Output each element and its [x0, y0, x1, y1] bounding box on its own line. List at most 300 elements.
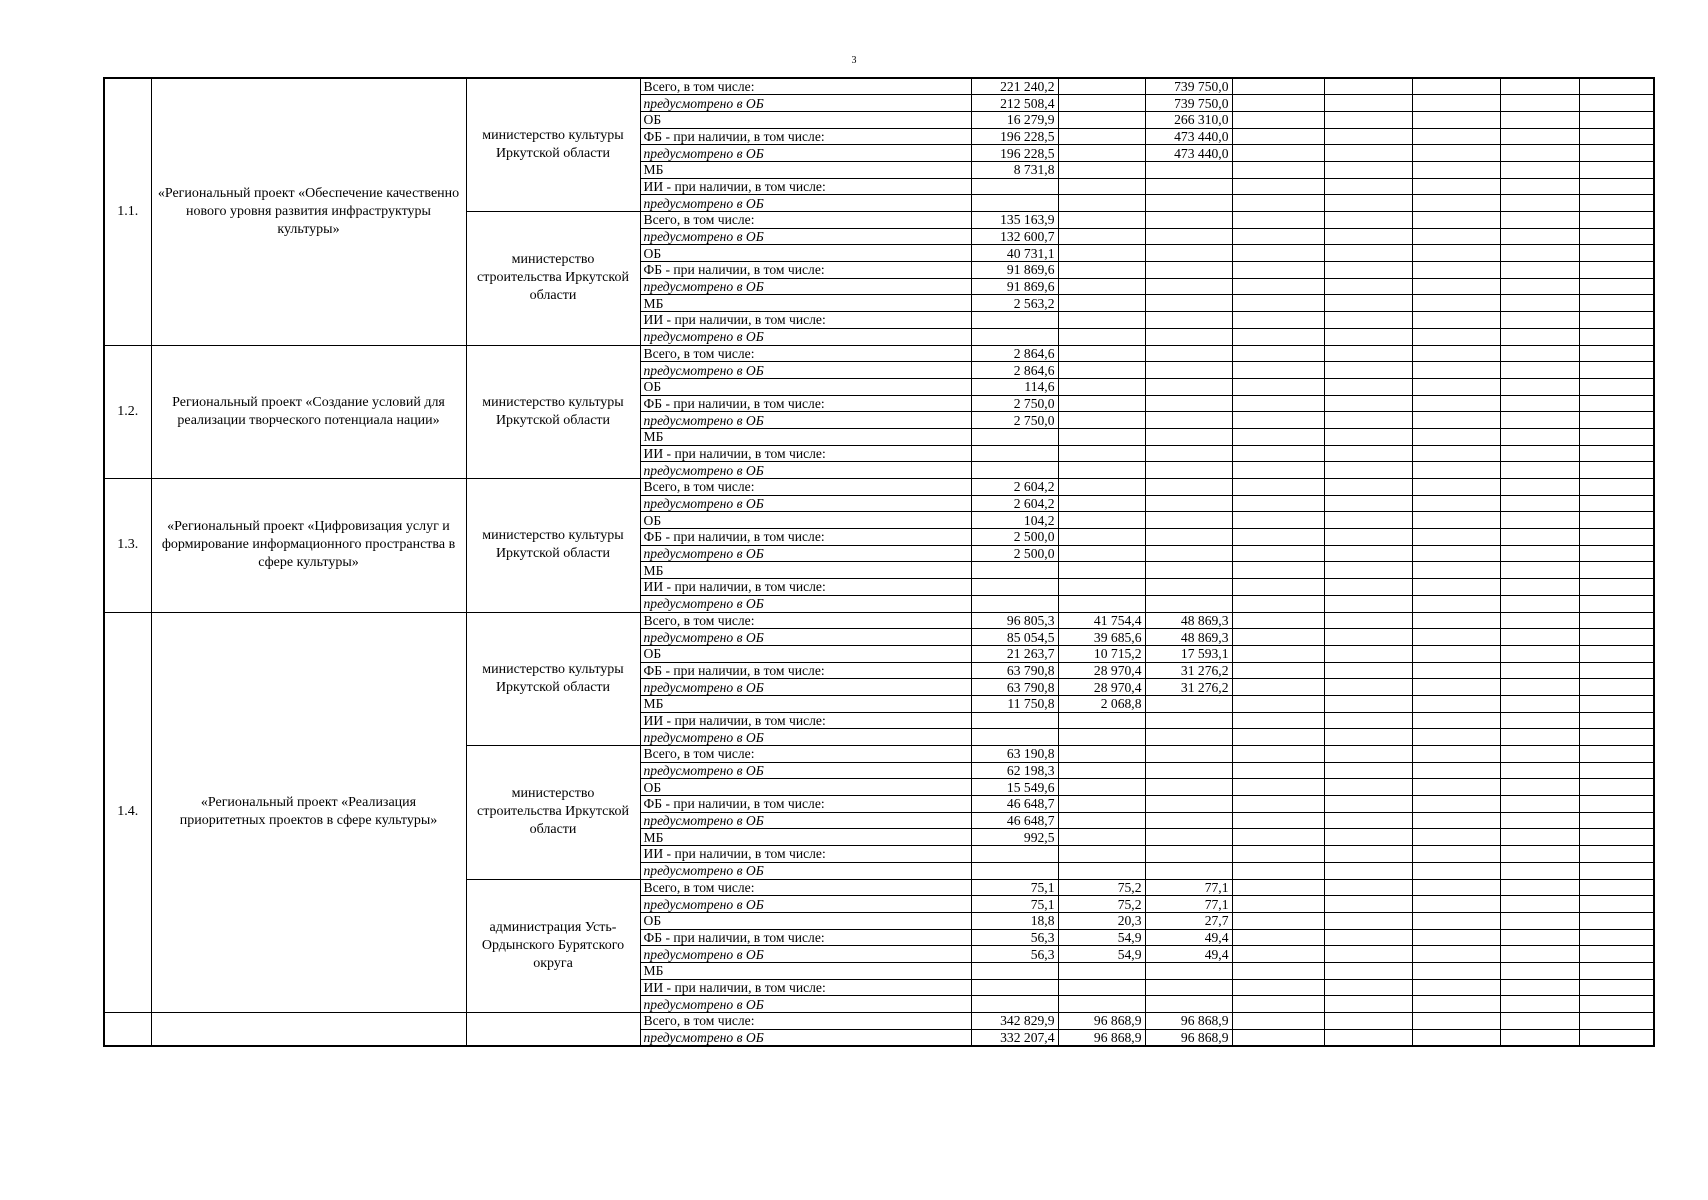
- value-cell: [1412, 512, 1500, 529]
- executor-name: министерство культуры Иркутской области: [466, 479, 640, 613]
- value-cell: [1412, 729, 1500, 746]
- value-cell: [1058, 545, 1145, 562]
- value-cell: [1145, 395, 1232, 412]
- value-cell: [1232, 428, 1324, 445]
- value-cell: [1232, 95, 1324, 112]
- value-cell: [1500, 695, 1579, 712]
- value-cell: [1412, 846, 1500, 863]
- value-cell: 63 190,8: [971, 746, 1058, 763]
- row-label: ОБ: [640, 512, 971, 529]
- value-cell: [1058, 996, 1145, 1013]
- value-cell: [1324, 846, 1412, 863]
- value-cell: 40 731,1: [971, 245, 1058, 262]
- value-cell: [1324, 929, 1412, 946]
- value-cell: 15 549,6: [971, 779, 1058, 796]
- value-cell: [1058, 428, 1145, 445]
- budget-table-body: [104, 78, 1654, 1046]
- value-cell: [1579, 879, 1654, 896]
- value-cell: [1232, 695, 1324, 712]
- value-cell: [1579, 729, 1654, 746]
- row-label: предусмотрено в ОБ: [640, 812, 971, 829]
- value-cell: [1579, 979, 1654, 996]
- value-cell: [1058, 862, 1145, 879]
- value-cell: [971, 595, 1058, 612]
- value-cell: [1412, 312, 1500, 329]
- value-cell: [1579, 712, 1654, 729]
- row-label: ОБ: [640, 912, 971, 929]
- value-cell: [1579, 428, 1654, 445]
- value-cell: [1232, 779, 1324, 796]
- value-cell: 2 068,8: [1058, 695, 1145, 712]
- value-cell: [1232, 812, 1324, 829]
- value-cell: [1500, 829, 1579, 846]
- value-cell: [1324, 862, 1412, 879]
- value-cell: 49,4: [1145, 946, 1232, 963]
- row-label: Всего, в том числе:: [640, 879, 971, 896]
- value-cell: [1232, 979, 1324, 996]
- value-cell: [971, 328, 1058, 345]
- value-cell: [1324, 779, 1412, 796]
- value-cell: [1500, 579, 1579, 596]
- row-label: ОБ: [640, 245, 971, 262]
- value-cell: [1412, 996, 1500, 1013]
- value-cell: [1579, 212, 1654, 229]
- value-cell: 2 864,6: [971, 362, 1058, 379]
- value-cell: [1232, 462, 1324, 479]
- value-cell: [1412, 829, 1500, 846]
- value-cell: 28 970,4: [1058, 679, 1145, 696]
- value-cell: 8 731,8: [971, 161, 1058, 178]
- value-cell: [1145, 278, 1232, 295]
- value-cell: [1579, 662, 1654, 679]
- value-cell: 221 240,2: [971, 78, 1058, 95]
- value-cell: 31 276,2: [1145, 662, 1232, 679]
- value-cell: [1412, 545, 1500, 562]
- value-cell: [1232, 862, 1324, 879]
- value-cell: [1145, 979, 1232, 996]
- value-cell: [1500, 729, 1579, 746]
- value-cell: [1500, 161, 1579, 178]
- value-cell: [1232, 395, 1324, 412]
- value-cell: 54,9: [1058, 929, 1145, 946]
- value-cell: 46 648,7: [971, 812, 1058, 829]
- value-cell: [1579, 228, 1654, 245]
- value-cell: [1500, 428, 1579, 445]
- value-cell: [1145, 462, 1232, 479]
- value-cell: 96 868,9: [1145, 1029, 1232, 1046]
- row-label: МБ: [640, 295, 971, 312]
- value-cell: [1232, 328, 1324, 345]
- totals-code: [104, 1013, 151, 1046]
- value-cell: 48 869,3: [1145, 612, 1232, 629]
- row-label: предусмотрено в ОБ: [640, 462, 971, 479]
- executor-name: администрация Усть-Ордынского Бурятского округа: [466, 879, 640, 1013]
- totals-name: [151, 1013, 466, 1046]
- value-cell: [1579, 1029, 1654, 1046]
- row-label: МБ: [640, 428, 971, 445]
- value-cell: [1145, 195, 1232, 212]
- value-cell: [1232, 195, 1324, 212]
- value-cell: [1058, 529, 1145, 546]
- value-cell: [1324, 746, 1412, 763]
- value-cell: [1232, 145, 1324, 162]
- value-cell: 11 750,8: [971, 695, 1058, 712]
- value-cell: [1232, 679, 1324, 696]
- value-cell: [1145, 445, 1232, 462]
- executor-name: министерство строительства Иркутской области: [466, 746, 640, 880]
- value-cell: [1412, 796, 1500, 813]
- value-cell: 56,3: [971, 929, 1058, 946]
- value-cell: [1324, 595, 1412, 612]
- row-label: Всего, в том числе:: [640, 212, 971, 229]
- value-cell: [1579, 95, 1654, 112]
- value-cell: [1145, 996, 1232, 1013]
- value-cell: [1579, 946, 1654, 963]
- value-cell: [1500, 595, 1579, 612]
- row-label: ОБ: [640, 378, 971, 395]
- value-cell: 132 600,7: [971, 228, 1058, 245]
- row-label: ФБ - при наличии, в том числе:: [640, 529, 971, 546]
- value-cell: [1058, 712, 1145, 729]
- row-label: Всего, в том числе:: [640, 612, 971, 629]
- value-cell: 21 263,7: [971, 645, 1058, 662]
- value-cell: [1579, 746, 1654, 763]
- value-cell: [1579, 479, 1654, 496]
- value-cell: [1412, 362, 1500, 379]
- row-label: МБ: [640, 829, 971, 846]
- value-cell: [1145, 228, 1232, 245]
- value-cell: [1412, 345, 1500, 362]
- value-cell: [1412, 679, 1500, 696]
- value-cell: [1579, 195, 1654, 212]
- value-cell: [1232, 595, 1324, 612]
- value-cell: [1145, 862, 1232, 879]
- row-label: предусмотрено в ОБ: [640, 328, 971, 345]
- value-cell: [1579, 295, 1654, 312]
- value-cell: [1058, 779, 1145, 796]
- value-cell: [1145, 779, 1232, 796]
- row-label: ИИ - при наличии, в том числе:: [640, 178, 971, 195]
- row-label: предусмотрено в ОБ: [640, 412, 971, 429]
- value-cell: [1324, 1013, 1412, 1030]
- value-cell: 114,6: [971, 378, 1058, 395]
- executor-name: министерство культуры Иркутской области: [466, 345, 640, 479]
- value-cell: [1324, 362, 1412, 379]
- value-cell: [1412, 779, 1500, 796]
- value-cell: 48 869,3: [1145, 629, 1232, 646]
- value-cell: 2 500,0: [971, 529, 1058, 546]
- value-cell: [1500, 512, 1579, 529]
- value-cell: [1232, 712, 1324, 729]
- value-cell: 20,3: [1058, 912, 1145, 929]
- value-cell: [1058, 762, 1145, 779]
- value-cell: [1324, 212, 1412, 229]
- value-cell: [971, 846, 1058, 863]
- value-cell: [1579, 111, 1654, 128]
- project-code: 1.2.: [104, 345, 151, 479]
- value-cell: [1145, 178, 1232, 195]
- value-cell: [1058, 95, 1145, 112]
- row-label: предусмотрено в ОБ: [640, 946, 971, 963]
- value-cell: [1058, 378, 1145, 395]
- value-cell: [1500, 145, 1579, 162]
- value-cell: 104,2: [971, 512, 1058, 529]
- value-cell: [1324, 729, 1412, 746]
- row-label: предусмотрено в ОБ: [640, 228, 971, 245]
- row-label: ИИ - при наличии, в том числе:: [640, 312, 971, 329]
- value-cell: [1324, 412, 1412, 429]
- value-cell: [971, 979, 1058, 996]
- value-cell: 96 868,9: [1145, 1013, 1232, 1030]
- value-cell: [1145, 479, 1232, 496]
- value-cell: [1324, 278, 1412, 295]
- value-cell: [1579, 312, 1654, 329]
- value-cell: [1500, 95, 1579, 112]
- value-cell: [1324, 128, 1412, 145]
- value-cell: [971, 312, 1058, 329]
- value-cell: [1145, 729, 1232, 746]
- value-cell: 56,3: [971, 946, 1058, 963]
- value-cell: [1579, 128, 1654, 145]
- row-label: ОБ: [640, 645, 971, 662]
- row-label: ОБ: [640, 779, 971, 796]
- value-cell: [1145, 812, 1232, 829]
- value-cell: [1324, 879, 1412, 896]
- value-cell: 342 829,9: [971, 1013, 1058, 1030]
- value-cell: [971, 862, 1058, 879]
- row-label: МБ: [640, 695, 971, 712]
- value-cell: [1579, 579, 1654, 596]
- value-cell: [1145, 562, 1232, 579]
- value-cell: [1232, 128, 1324, 145]
- value-cell: [1232, 262, 1324, 279]
- value-cell: [1145, 412, 1232, 429]
- value-cell: [1145, 545, 1232, 562]
- value-cell: [1324, 378, 1412, 395]
- value-cell: [1500, 1029, 1579, 1046]
- value-cell: [1145, 345, 1232, 362]
- value-cell: [1232, 579, 1324, 596]
- value-cell: [1058, 362, 1145, 379]
- value-cell: [1232, 762, 1324, 779]
- value-cell: 2 604,2: [971, 495, 1058, 512]
- value-cell: [1232, 746, 1324, 763]
- row-label: ИИ - при наличии, в том числе:: [640, 979, 971, 996]
- table-row: [104, 78, 1654, 95]
- value-cell: [1500, 946, 1579, 963]
- value-cell: 63 790,8: [971, 679, 1058, 696]
- value-cell: [1232, 645, 1324, 662]
- value-cell: [1324, 912, 1412, 929]
- value-cell: [1579, 161, 1654, 178]
- row-label: ФБ - при наличии, в том числе:: [640, 662, 971, 679]
- value-cell: [1145, 846, 1232, 863]
- value-cell: 992,5: [971, 829, 1058, 846]
- row-label: предусмотрено в ОБ: [640, 278, 971, 295]
- value-cell: [1324, 762, 1412, 779]
- value-cell: [1058, 212, 1145, 229]
- value-cell: [1232, 228, 1324, 245]
- value-cell: [1500, 879, 1579, 896]
- value-cell: [1058, 979, 1145, 996]
- row-label: ФБ - при наличии, в том числе:: [640, 929, 971, 946]
- value-cell: [1500, 529, 1579, 546]
- value-cell: [1500, 128, 1579, 145]
- value-cell: [1232, 946, 1324, 963]
- value-cell: [1232, 962, 1324, 979]
- value-cell: [971, 445, 1058, 462]
- value-cell: [1500, 295, 1579, 312]
- value-cell: [1058, 962, 1145, 979]
- value-cell: [1324, 996, 1412, 1013]
- value-cell: [971, 562, 1058, 579]
- value-cell: [1579, 1013, 1654, 1030]
- value-cell: [1500, 912, 1579, 929]
- value-cell: [1232, 545, 1324, 562]
- value-cell: [1500, 746, 1579, 763]
- value-cell: [1232, 896, 1324, 913]
- value-cell: [1500, 662, 1579, 679]
- value-cell: [1145, 762, 1232, 779]
- value-cell: [1324, 462, 1412, 479]
- totals-row: [104, 1013, 1654, 1030]
- row-label: предусмотрено в ОБ: [640, 545, 971, 562]
- value-cell: [1232, 512, 1324, 529]
- value-cell: [1058, 445, 1145, 462]
- row-label: Всего, в том числе:: [640, 78, 971, 95]
- value-cell: [1412, 579, 1500, 596]
- row-label: предусмотрено в ОБ: [640, 495, 971, 512]
- value-cell: [1579, 395, 1654, 412]
- row-label: предусмотрено в ОБ: [640, 195, 971, 212]
- row-label: Всего, в том числе:: [640, 746, 971, 763]
- value-cell: 39 685,6: [1058, 629, 1145, 646]
- value-cell: [1058, 746, 1145, 763]
- value-cell: [1579, 562, 1654, 579]
- value-cell: [1579, 512, 1654, 529]
- value-cell: 196 228,5: [971, 128, 1058, 145]
- value-cell: [1500, 78, 1579, 95]
- value-cell: [1324, 962, 1412, 979]
- value-cell: [1324, 479, 1412, 496]
- value-cell: [1232, 662, 1324, 679]
- value-cell: [1324, 612, 1412, 629]
- value-cell: [1412, 612, 1500, 629]
- value-cell: [1232, 879, 1324, 896]
- value-cell: [1058, 228, 1145, 245]
- value-cell: [1232, 996, 1324, 1013]
- value-cell: [1324, 562, 1412, 579]
- value-cell: [1500, 862, 1579, 879]
- value-cell: [1412, 595, 1500, 612]
- value-cell: [1324, 495, 1412, 512]
- value-cell: [1058, 462, 1145, 479]
- row-label: МБ: [640, 962, 971, 979]
- table-row: [104, 612, 1654, 629]
- value-cell: [1324, 579, 1412, 596]
- value-cell: [1500, 979, 1579, 996]
- value-cell: 332 207,4: [971, 1029, 1058, 1046]
- value-cell: [1500, 779, 1579, 796]
- row-label: МБ: [640, 161, 971, 178]
- budget-table: [103, 77, 1655, 1047]
- value-cell: [1500, 312, 1579, 329]
- value-cell: [1579, 328, 1654, 345]
- row-label: предусмотрено в ОБ: [640, 145, 971, 162]
- value-cell: 91 869,6: [971, 262, 1058, 279]
- row-label: предусмотрено в ОБ: [640, 629, 971, 646]
- executor-name: министерство культуры Иркутской области: [466, 78, 640, 212]
- value-cell: 2 604,2: [971, 479, 1058, 496]
- value-cell: 49,4: [1145, 929, 1232, 946]
- value-cell: [1232, 1013, 1324, 1030]
- value-cell: [1232, 245, 1324, 262]
- row-label: ОБ: [640, 111, 971, 128]
- project-name: «Региональный проект «Реализация приоритетных проектов в сфере культуры»: [151, 612, 466, 1013]
- value-cell: [1145, 796, 1232, 813]
- value-cell: [1145, 529, 1232, 546]
- value-cell: 2 563,2: [971, 295, 1058, 312]
- executor-name: министерство строительства Иркутской области: [466, 212, 640, 346]
- value-cell: [1324, 145, 1412, 162]
- value-cell: [1324, 796, 1412, 813]
- value-cell: [1412, 445, 1500, 462]
- value-cell: [1232, 495, 1324, 512]
- value-cell: [1324, 228, 1412, 245]
- value-cell: [1579, 178, 1654, 195]
- row-label: Всего, в том числе:: [640, 345, 971, 362]
- value-cell: [1500, 195, 1579, 212]
- value-cell: [971, 996, 1058, 1013]
- value-cell: 2 864,6: [971, 345, 1058, 362]
- value-cell: [1145, 262, 1232, 279]
- value-cell: [1058, 412, 1145, 429]
- value-cell: [1058, 495, 1145, 512]
- value-cell: [1500, 545, 1579, 562]
- value-cell: [1412, 328, 1500, 345]
- value-cell: [1500, 629, 1579, 646]
- value-cell: [1145, 245, 1232, 262]
- row-label: предусмотрено в ОБ: [640, 679, 971, 696]
- value-cell: 17 593,1: [1145, 645, 1232, 662]
- value-cell: [1412, 78, 1500, 95]
- value-cell: [1232, 846, 1324, 863]
- value-cell: [1412, 1029, 1500, 1046]
- value-cell: [1500, 479, 1579, 496]
- value-cell: [1412, 912, 1500, 929]
- value-cell: [1412, 428, 1500, 445]
- value-cell: [1232, 629, 1324, 646]
- value-cell: [1412, 212, 1500, 229]
- value-cell: [1324, 195, 1412, 212]
- value-cell: [1579, 846, 1654, 863]
- table-row: [104, 479, 1654, 496]
- value-cell: [1058, 846, 1145, 863]
- value-cell: [1232, 612, 1324, 629]
- row-label: ИИ - при наличии, в том числе:: [640, 579, 971, 596]
- value-cell: [1579, 962, 1654, 979]
- value-cell: [1324, 679, 1412, 696]
- value-cell: [1579, 796, 1654, 813]
- row-label: предусмотрено в ОБ: [640, 862, 971, 879]
- value-cell: [1058, 579, 1145, 596]
- value-cell: [1058, 278, 1145, 295]
- row-label: Всего, в том числе:: [640, 1013, 971, 1030]
- value-cell: [1412, 929, 1500, 946]
- value-cell: [1579, 412, 1654, 429]
- value-cell: [1412, 695, 1500, 712]
- value-cell: [1324, 262, 1412, 279]
